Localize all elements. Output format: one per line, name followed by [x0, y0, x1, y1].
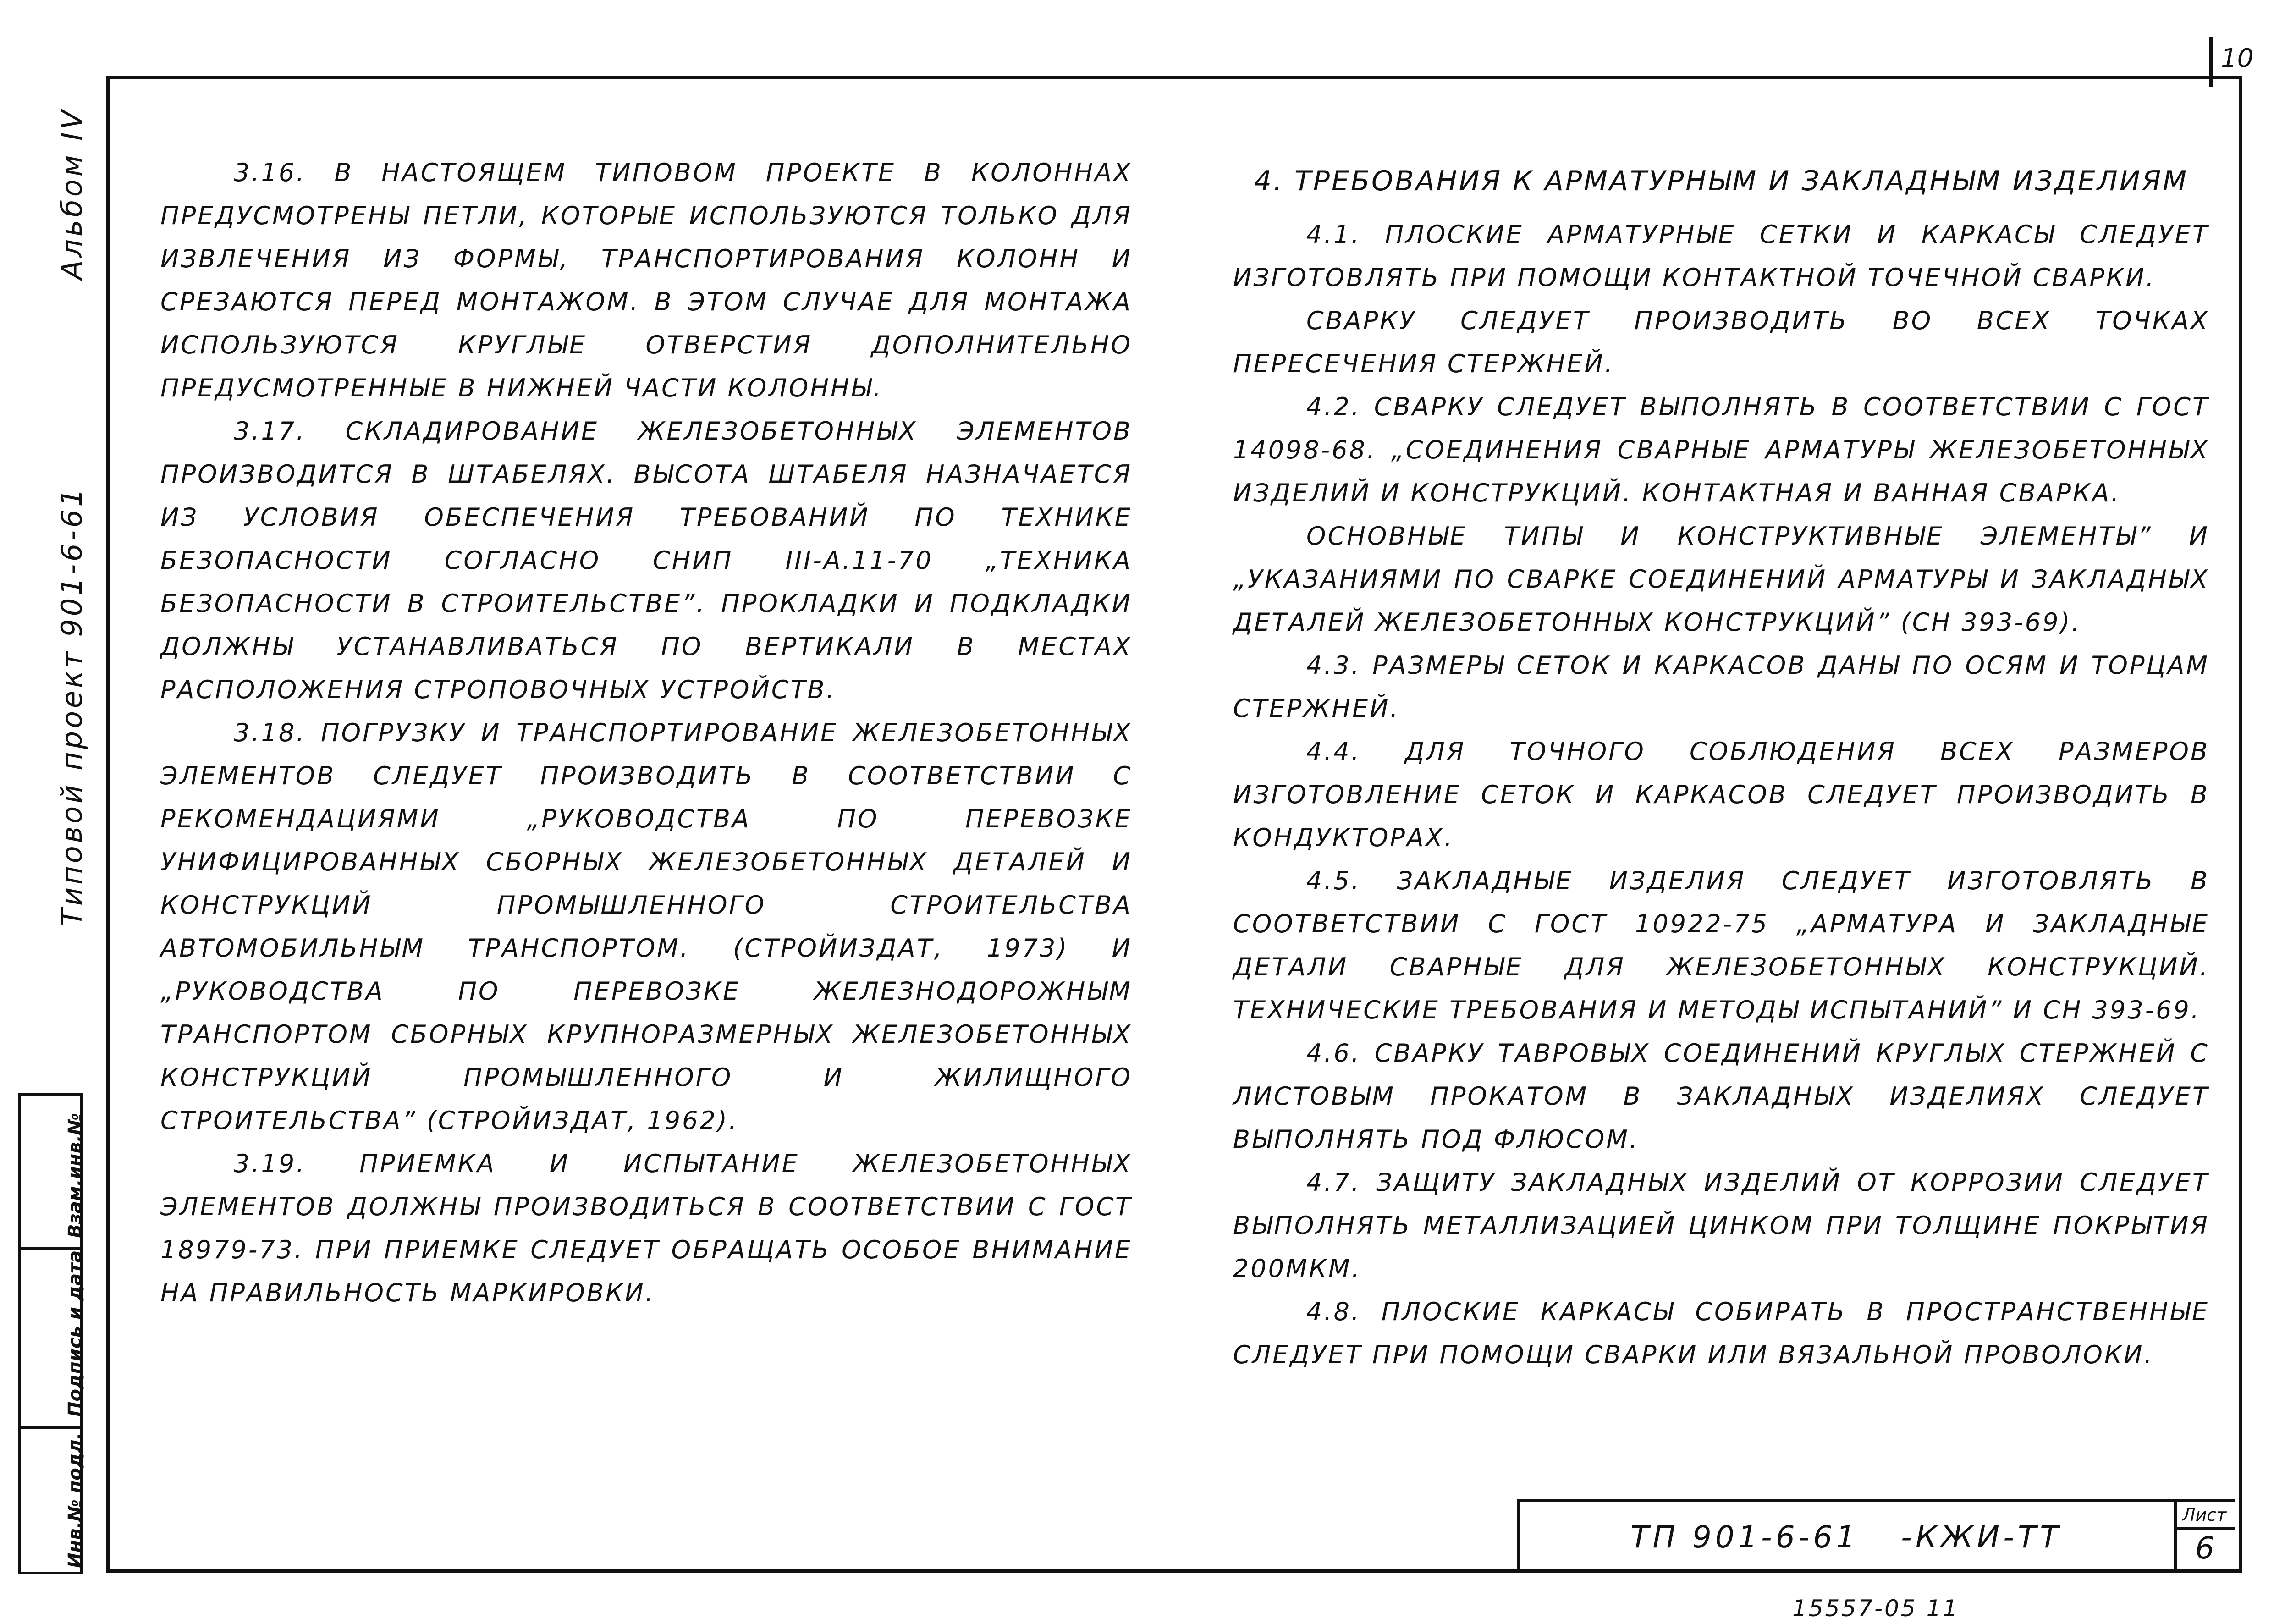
stamp-divider	[21, 1247, 80, 1250]
paragraph-4-2-cont: ОСНОВНЫЕ ТИПЫ И КОНСТРУКТИВНЫЕ ЭЛЕМЕНТЫ” И „УКАЗАНИЯМИ ПО СВАРКЕ СОЕДИНЕНИЙ АРМАТУРЫ И ЗАКЛАДНЫХ ДЕТАЛЕЙ ЖЕЛЕЗОБЕТОННЫХ КОНСТРУКЦИЙ” (СН 393-69).	[1233, 522, 2209, 637]
document-suffix: -КЖИ-ТТ	[1901, 1519, 2062, 1555]
paragraph-4-2: 4.2. СВАРКУ СЛЕДУЕТ ВЫПОЛНЯТЬ В СООТВЕТСТВИИ С ГОСТ 14098-68. „СОЕДИНЕНИЯ СВАРНЫЕ АРМАТУРЫ ЖЕЛЕЗОБЕТОННЫХ ИЗДЕЛИЙ И КОНСТРУКЦИЙ. КОНТАКТНАЯ И ВАННАЯ СВАРКА.	[1233, 392, 2209, 507]
stamp-box	[18, 1093, 86, 1574]
paragraph-4-7: 4.7. ЗАЩИТУ ЗАКЛАДНЫХ ИЗДЕЛИЙ ОТ КОРРОЗИИ СЛЕДУЕТ ВЫПОЛНЯТЬ МЕТАЛЛИЗАЦИЕЙ ЦИНКОМ ПРИ ТОЛЩИНЕ ПОКРЫТИЯ 200МКМ.	[1233, 1168, 2209, 1283]
paragraph-4-8: 4.8. ПЛОСКИЕ КАРКАСЫ СОБИРАТЬ В ПРОСТРАНСТВЕННЫЕ СЛЕДУЕТ ПРИ ПОМОЩИ СВАРКИ ИЛИ ВЯЗАЛЬНОЙ ПРОВОЛОКИ.	[1233, 1297, 2209, 1369]
stamp-signature-date: Подпись и дата	[65, 1250, 86, 1417]
sheet-cell-divider	[2177, 1527, 2235, 1530]
paragraph-3-16: 3.16. В НАСТОЯЩЕМ ТИПОВОМ ПРОЕКТЕ В КОЛОННАХ ПРЕДУСМОТРЕНЫ ПЕТЛИ, КОТОРЫЕ ИСПОЛЬЗУЮТСЯ ТОЛЬКО ДЛЯ ИЗВЛЕЧЕНИЯ ИЗ ФОРМЫ, ТРАНСПОРТИРОВАНИЯ КОЛОНН И СРЕЗАЮТСЯ ПЕРЕД МОНТАЖОМ. В ЭТОМ СЛУЧАЕ ДЛЯ МОНТАЖА ИСПОЛЬЗУЮТСЯ КРУГЛЫЕ ОТВЕРСТИЯ ДОПОЛНИТЕЛЬНО ПРЕДУСМОТРЕННЫЕ В НИЖНЕЙ ЧАСТИ КОЛОННЫ.	[160, 158, 1132, 402]
section-heading: 4. ТРЕБОВАНИЯ К АРМАТУРНЫМ И ЗАКЛАДНЫМ ИЗДЕЛИЯМ	[1254, 165, 2189, 197]
album-label: Альбом IV	[55, 107, 88, 280]
stamp-replace-inv: Взам.инв.№	[65, 1113, 86, 1238]
bottom-note: 15557-05 11	[1792, 1595, 1960, 1622]
paragraph-3-17: 3.17. СКЛАДИРОВАНИЕ ЖЕЛЕЗОБЕТОННЫХ ЭЛЕМЕНТОВ ПРОИЗВОДИТСЯ В ШТАБЕЛЯХ. ВЫСОТА ШТАБЕЛЯ НАЗНАЧАЕТСЯ ИЗ УСЛОВИЯ ОБЕСПЕЧЕНИЯ ТРЕБОВАНИЙ ПО ТЕХНИКЕ БЕЗОПАСНОСТИ СОГЛАСНО СНИП III-А.11-70 „ТЕХНИКА БЕЗОПАСНОСТИ В СТРОИТЕЛЬСТВЕ”. ПРОКЛАДКИ И ПОДКЛАДКИ ДОЛЖНЫ УСТАНАВЛИВАТЬСЯ ПО ВЕРТИКАЛИ В МЕСТАХ РАСПОЛОЖЕНИЯ СТРОПОВОЧНЫХ УСТРОЙСТВ.	[160, 417, 1132, 704]
sheet-label: Лист	[2182, 1505, 2227, 1525]
paragraph-4-1: 4.1. ПЛОСКИЕ АРМАТУРНЫЕ СЕТКИ И КАРКАСЫ СЛЕДУЕТ ИЗГОТОВЛЯТЬ ПРИ ПОМОЩИ КОНТАКТНОЙ ТОЧЕЧНОЙ СВАРКИ.	[1233, 220, 2209, 292]
document-code: ТП 901-6-61	[1630, 1519, 1859, 1555]
paragraph-4-1-cont: СВАРКУ СЛЕДУЕТ ПРОИЗВОДИТЬ ВО ВСЕХ ТОЧКАХ ПЕРЕСЕЧЕНИЯ СТЕРЖНЕЙ.	[1233, 306, 2209, 378]
title-block	[1517, 1499, 2235, 1569]
sheet-number: 6	[2195, 1530, 2214, 1566]
stamp-inv-no: Инв.№ подл.	[65, 1432, 86, 1568]
right-text-column	[1233, 158, 2209, 1376]
left-text-column	[160, 151, 1132, 1315]
stamp-divider	[21, 1426, 80, 1429]
sheet-number-top: 10	[2221, 44, 2254, 73]
paragraph-4-6: 4.6. СВАРКУ ТАВРОВЫХ СОЕДИНЕНИЙ КРУГЛЫХ СТЕРЖНЕЙ С ЛИСТОВЫМ ПРОКАТОМ В ЗАКЛАДНЫХ ИЗДЕЛИЯХ СЛЕДУЕТ ВЫПОЛНЯТЬ ПОД ФЛЮСОМ.	[1233, 1039, 2209, 1154]
paragraph-4-3: 4.3. РАЗМЕРЫ СЕТОК И КАРКАСОВ ДАНЫ ПО ОСЯМ И ТОРЦАМ СТЕРЖНЕЙ.	[1233, 651, 2209, 723]
paragraph-4-5: 4.5. ЗАКЛАДНЫЕ ИЗДЕЛИЯ СЛЕДУЕТ ИЗГОТОВЛЯТЬ В СООТВЕТСТВИИ С ГОСТ 10922-75 „АРМАТУРА И ЗАКЛАДНЫЕ ДЕТАЛИ СВАРНЫЕ ДЛЯ ЖЕЛЕЗОБЕТОННЫХ КОНСТРУКЦИЙ. ТЕХНИЧЕСКИЕ ТРЕБОВАНИЯ И МЕТОДЫ ИСПЫТАНИЙ” И СН 393-69.	[1233, 866, 2209, 1024]
paragraph-3-19: 3.19. ПРИЕМКА И ИСПЫТАНИЕ ЖЕЛЕЗОБЕТОННЫХ ЭЛЕМЕНТОВ ДОЛЖНЫ ПРОИЗВОДИТЬСЯ В СООТВЕТСТВИИ С ГОСТ 18979-73. ПРИ ПРИЕМКЕ СЛЕДУЕТ ОБРАЩАТЬ ОСОБОЕ ВНИМАНИЕ НА ПРАВИЛЬНОСТЬ МАРКИРОВКИ.	[160, 1149, 1132, 1307]
paragraph-4-4: 4.4. ДЛЯ ТОЧНОГО СОБЛЮДЕНИЯ ВСЕХ РАЗМЕРОВ ИЗГОТОВЛЕНИЕ СЕТОК И КАРКАСОВ СЛЕДУЕТ ПРОИЗВОДИТЬ В КОНДУКТОРАХ.	[1233, 737, 2209, 852]
sheet-cell	[2174, 1502, 2235, 1569]
paragraph-3-18: 3.18. ПОГРУЗКУ И ТРАНСПОРТИРОВАНИЕ ЖЕЛЕЗОБЕТОННЫХ ЭЛЕМЕНТОВ СЛЕДУЕТ ПРОИЗВОДИТЬ В СООТВЕТСТВИИ С РЕКОМЕНДАЦИЯМИ „РУКОВОДСТВА ПО ПЕРЕВОЗКЕ УНИФИЦИРОВАННЫХ СБОРНЫХ ЖЕЛЕЗОБЕТОННЫХ ДЕТАЛЕЙ И КОНСТРУКЦИЙ ПРОМЫШЛЕННОГО СТРОИТЕЛЬСТВА АВТОМОБИЛЬНЫМ ТРАНСПОРТОМ. (СТРОЙИЗДАТ, 1973) И „РУКОВОДСТВА ПО ПЕРЕВОЗКЕ ЖЕЛЕЗНОДОРОЖНЫМ ТРАНСПОРТОМ СБОРНЫХ КРУПНОРАЗМЕРНЫХ ЖЕЛЕЗОБЕТОННЫХ КОНСТРУКЦИЙ ПРОМЫШЛЕННОГО И ЖИЛИЩНОГО СТРОИТЕЛЬСТВА” (СТРОЙИЗДАТ, 1962).	[160, 718, 1132, 1135]
project-label: Типовой проект 901-6-61	[55, 486, 88, 926]
